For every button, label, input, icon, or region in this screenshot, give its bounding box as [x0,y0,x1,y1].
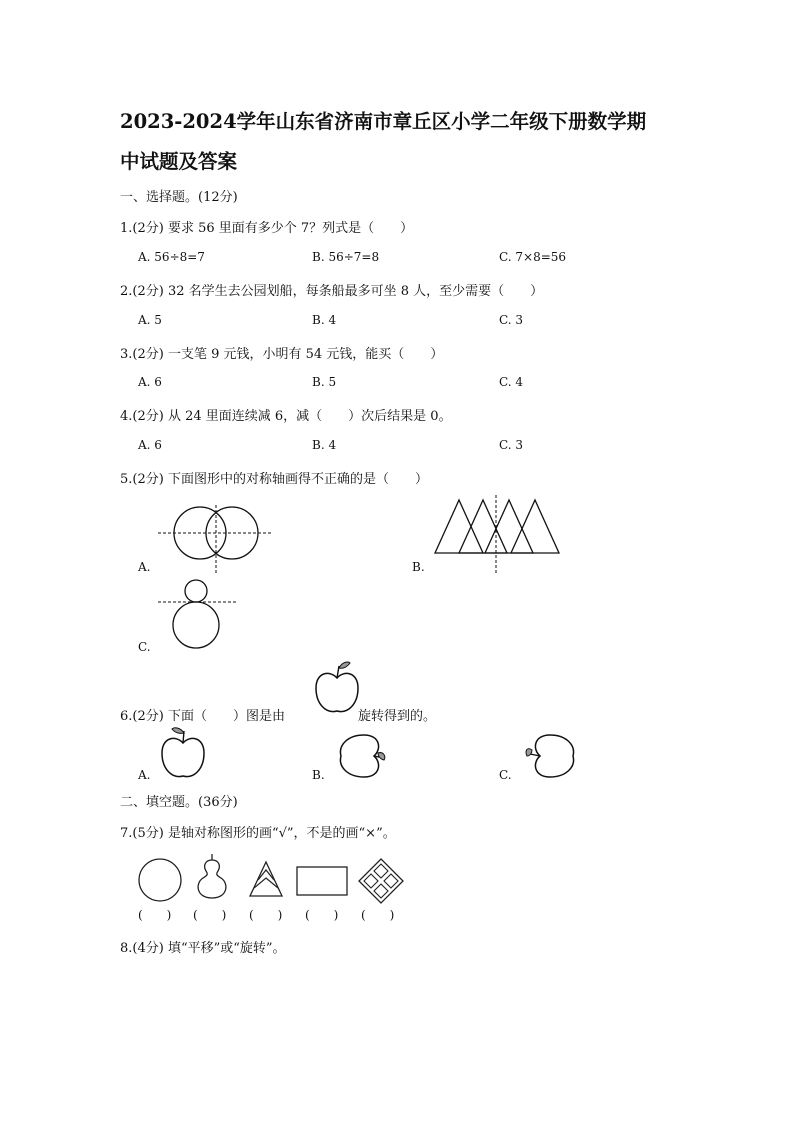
page-title-line-1: 2023-2024学年山东省济南市章丘区小学二年级下册数学期 [120,110,647,133]
question-6-option-a: A. [138,768,151,782]
question-3-option-b: B. 5 [312,375,337,389]
question-5-option-a: A. [138,560,151,574]
question-4-option-a: A. 6 [138,438,162,452]
answer-blank-5[interactable]: ( ) [361,908,395,922]
two-circles-figure-icon [158,505,278,575]
circle-icon [138,858,184,904]
question-1-option-b: B. 56÷7=8 [312,250,380,264]
snowman-figure-icon [158,578,240,654]
question-5-text: 5.(2分) 下面图形中的对称轴画得不正确的是（ ） [120,472,428,487]
rectangle-icon [296,866,350,898]
question-1-text: 1.(2分) 要求 56 里面有多少个 7？列式是（ ） [120,221,414,236]
apple-option-c-icon [524,730,580,782]
answer-blank-1[interactable]: ( ) [138,908,172,922]
page-title-line-2: 中试题及答案 [120,150,238,173]
question-4-option-c: C. 3 [499,438,524,452]
apple-option-a-icon [158,725,208,781]
question-5-option-c: C. [138,640,151,654]
question-6-option-b: B. [312,768,325,782]
section-heading-choice: 一、选择题。(12分) [120,190,238,205]
question-3-text: 3.(2分) 一支笔 9 元钱，小明有 54 元钱，能买（ ） [120,347,444,362]
question-2-option-c: C. 3 [499,313,524,327]
question-4-text: 4.(2分) 从 24 里面连续减 6，减（ ）次后结果是 0。 [120,409,452,424]
question-1-option-a: A. 56÷8=7 [138,250,205,264]
question-4-option-b: B. 4 [312,438,337,452]
question-2-option-b: B. 4 [312,313,337,327]
question-7-text: 7.(5分) 是轴对称图形的画“√”，不是的画“×”。 [120,826,396,841]
section-heading-fill: 二、填空题。(36分) [120,795,238,810]
diamond-pattern-icon [358,858,404,904]
question-2-text: 2.(2分) 32 名学生去公园划船，每条船最多可坐 8 人，至少需要（ ） [120,284,544,299]
apple-upright-icon [312,658,362,718]
question-2-option-a: A. 5 [138,313,162,327]
question-6-text-before: 6.(2分) 下面（ ）图是由 [120,709,285,724]
question-6-option-c: C. [499,768,512,782]
answer-blank-2[interactable]: ( ) [193,908,227,922]
question-3-option-c: C. 4 [499,375,524,389]
question-5-option-b: B. [412,560,425,574]
question-8-text: 8.(4分) 填“平移”或“旋转”。 [120,941,286,956]
gourd-icon [193,852,231,902]
tree-icon [248,860,284,900]
apple-option-b-icon [334,730,386,782]
answer-blank-3[interactable]: ( ) [249,908,283,922]
question-1-option-c: C. 7×8=56 [499,250,567,264]
question-6-text-after: 旋转得到的。 [358,709,437,724]
answer-blank-4[interactable]: ( ) [305,908,339,922]
question-3-option-a: A. 6 [138,375,162,389]
overlapping-triangles-figure-icon [432,495,562,575]
